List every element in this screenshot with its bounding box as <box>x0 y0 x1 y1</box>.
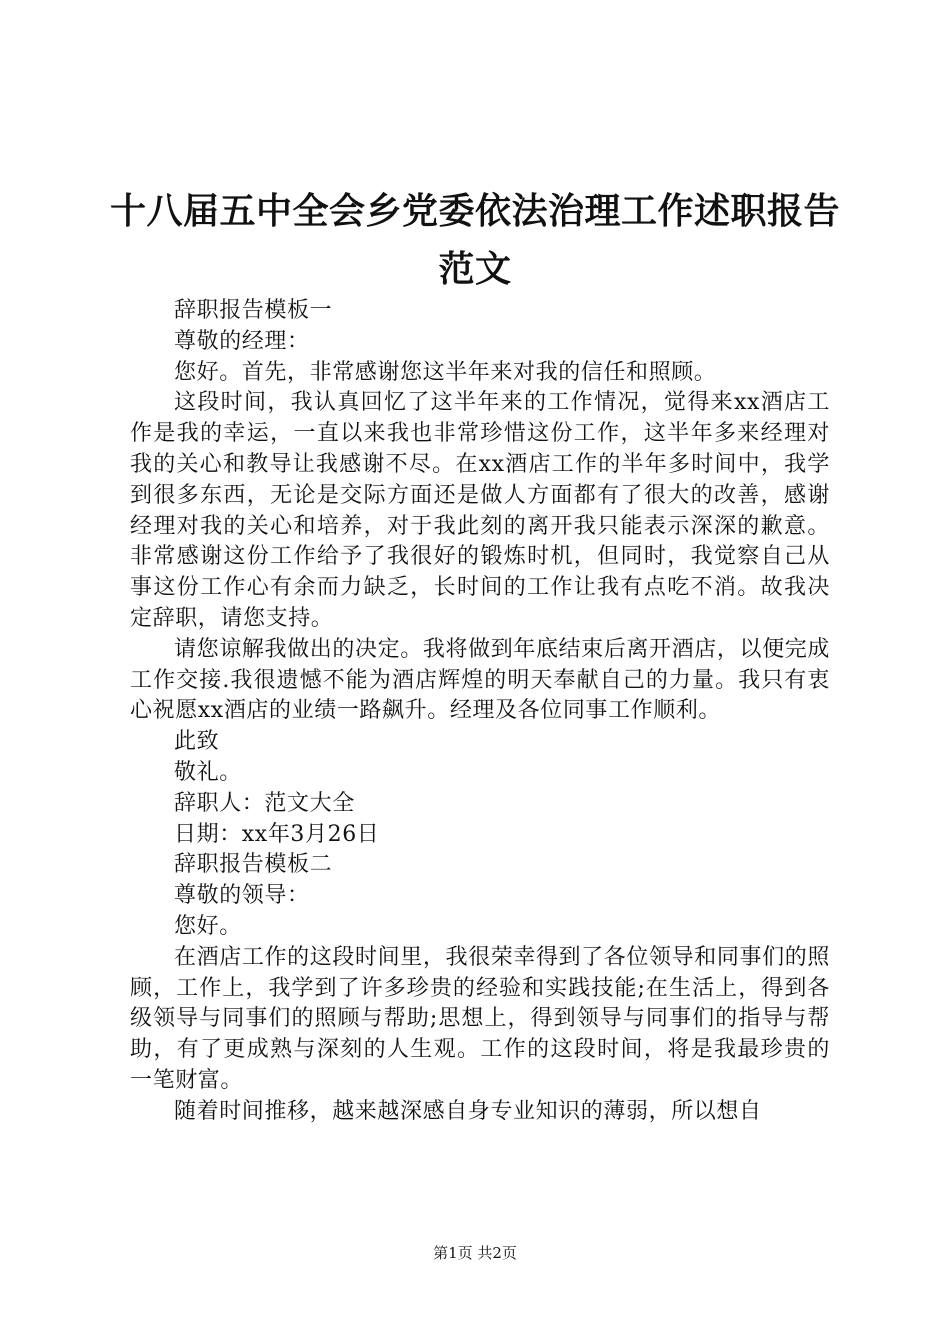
closing: 此致 <box>174 729 220 755</box>
section-heading-template-one: 辞职报告模板一 <box>174 298 333 323</box>
paragraph: 这段时间，我认真回忆了这半年来的工作情况，觉得来xx酒店工作是我的幸运，一直以来我也非常珍惜这份工作，这半年多来经理对我的关心和教导让我感谢不尽。在xx酒店工作的半年多时间中，我学到很多东西，无论是交际方面还是做人方面都有了很大的改善，感谢经理对我的关心和培养，对于我此刻的离开我只能表示深深的歉意。非常感谢这份工作给予了我很好的锻炼时机，但同时，我觉察自己从事这份工作心有余而力缺乏，长时间的工作让我有点吃不消。故我决定辞职，请您支持。 <box>130 390 830 631</box>
paragraph: 在酒店工作的这段时间里，我很荣幸得到了各位领导和同事们的照顾，工作上，我学到了许多珍贵的经验和实践技能;在生活上，得到各级领导与同事们的照顾与帮助;思想上，得到领导与同事们的指导与帮助，有了更成熟与深刻的人生观。工作的这段时间，将是我最珍贵的一笔财富。 <box>130 944 830 1093</box>
salutation: 尊敬的经理： <box>174 328 310 354</box>
document-body <box>130 296 830 1128</box>
date-line: 日期：xx年3月26日 <box>174 821 380 847</box>
paragraph: 您好。首先，非常感谢您这半年来对我的信任和照顾。 <box>174 359 717 385</box>
document-title <box>100 182 850 298</box>
paragraph: 随着时间推移，越来越深感自身专业知识的薄弱，所以想自 <box>174 1098 762 1124</box>
salutation: 尊敬的领导： <box>174 883 310 909</box>
closing-regards: 敬礼。 <box>174 759 242 785</box>
paragraph: 请您谅解我做出的决定。我将做到年底结束后离开酒店，以便完成工作交接.我很遗憾不能为酒店辉煌的明天奉献自己的力量。我只有衷心祝愿xx酒店的业绩一路飙升。经理及各位同事工作顺利。 <box>130 636 830 724</box>
section-heading-template-two: 辞职报告模板二 <box>174 852 333 878</box>
title-line-1: 十八届五中全会乡党委依法治理工作述职报告 <box>109 190 840 232</box>
greeting: 您好。 <box>174 913 242 939</box>
page-number-footer: 第1页 共2页 <box>433 1244 517 1262</box>
signature-line: 辞职人：范文大全 <box>174 790 355 816</box>
title-line-2: 范文 <box>438 248 512 290</box>
